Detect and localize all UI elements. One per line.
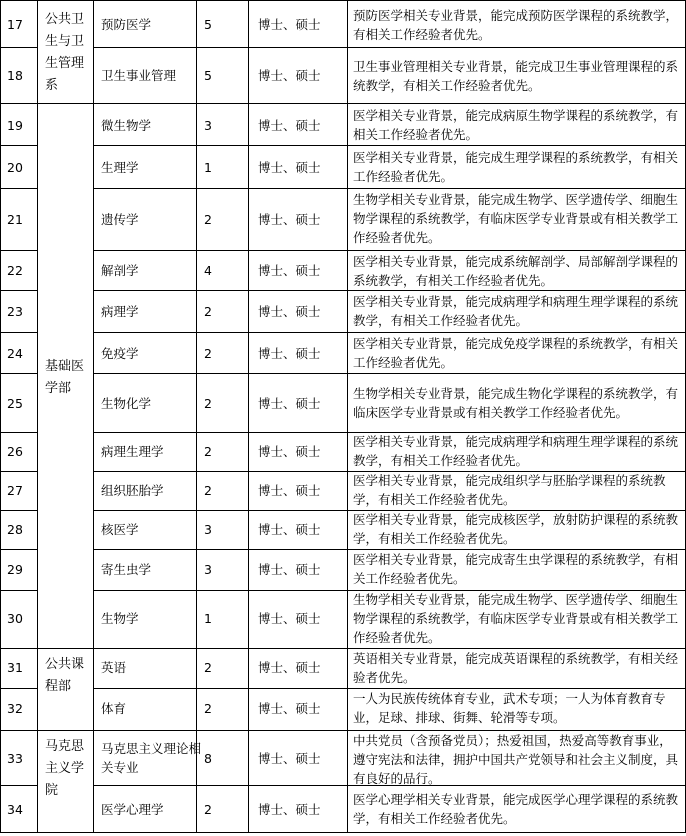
grid-line [0, 688, 37, 689]
course-name: 生物学 [101, 611, 139, 626]
position-count: 5 [204, 68, 212, 83]
position-count: 2 [204, 396, 212, 411]
course-name: 病理学 [101, 304, 139, 319]
position-requirement: 生物学相关专业背景，能完成生物学、医学遗传学、细胞生物学课程的系统教学，有临床医学专业背景或有相关教学工作经验者优先。 [353, 192, 679, 245]
grid-line [248, 0, 249, 832]
position-count: 1 [204, 611, 212, 626]
grid-line [0, 0, 1, 832]
position-count: 2 [204, 444, 212, 459]
grid-line [0, 471, 37, 472]
position-count: 2 [204, 802, 212, 817]
position-count: 2 [204, 212, 212, 227]
grid-line [93, 332, 686, 333]
course-name: 免疫学 [101, 346, 139, 361]
position-requirement: 医学相关专业背景，能完成核医学，放射防护课程的系统教学，有相关工作经验者优先。 [353, 512, 679, 546]
degree-requirement: 博士、硕士 [258, 68, 321, 83]
grid-line [0, 0, 686, 1]
grid-line [93, 47, 686, 48]
grid-line [0, 549, 37, 550]
department-cell: 马克思主义学院 [45, 739, 85, 798]
position-count: 1 [204, 160, 212, 175]
grid-line [0, 590, 37, 591]
row-number: 17 [7, 17, 23, 32]
course-name: 生理学 [101, 160, 139, 175]
grid-line [0, 47, 37, 48]
position-requirement: 医学相关专业背景，能完成病原生物学课程的系统教学，有相关工作经验者优先。 [353, 108, 679, 142]
row-number: 25 [7, 396, 23, 411]
row-number: 32 [7, 701, 23, 716]
course-name: 微生物学 [101, 118, 152, 133]
degree-requirement: 博士、硕士 [258, 444, 321, 459]
position-requirement: 一人为民族传统体育专业，武术专项；一人为体育教育专业，足球、排球、街舞、轮滑等专项。 [353, 691, 666, 725]
degree-requirement: 博士、硕士 [258, 263, 321, 278]
row-number: 24 [7, 346, 23, 361]
position-requirement: 医学相关专业背景，能完成病理学和病理生理学课程的系统教学，有相关工作经验者优先。 [353, 294, 679, 328]
grid-line [0, 250, 37, 251]
course-name: 卫生事业管理 [101, 68, 177, 83]
position-count: 3 [204, 522, 212, 537]
grid-line [93, 0, 94, 832]
row-number: 27 [7, 483, 23, 498]
department-cell: 公共课程部 [45, 657, 85, 694]
course-name: 生物化学 [101, 396, 152, 411]
position-requirement: 医学相关专业背景，能完成系统解剖学、局部解剖学课程的系统教学，有相关工作经验者优先。 [353, 254, 679, 288]
degree-requirement: 博士、硕士 [258, 118, 321, 133]
grid-line [93, 373, 686, 374]
position-count: 4 [204, 263, 212, 278]
position-count: 5 [204, 17, 212, 32]
position-requirement: 医学相关专业背景，能完成病理学和病理生理学课程的系统教学，有相关工作经验者优先。 [353, 434, 679, 468]
degree-requirement: 博士、硕士 [258, 212, 321, 227]
grid-line [0, 432, 37, 433]
row-number: 22 [7, 263, 23, 278]
course-name: 遗传学 [101, 212, 139, 227]
grid-line [0, 290, 37, 291]
row-number: 31 [7, 660, 23, 675]
grid-line [0, 510, 37, 511]
position-requirement: 英语相关专业背景，能完成英语课程的系统教学，有相关经验者优先。 [353, 651, 679, 685]
row-number: 33 [7, 751, 23, 766]
position-count: 2 [204, 346, 212, 361]
position-requirement: 医学相关专业背景，能完成组织学与胚胎学课程的系统教学，有相关工作经验者优先。 [353, 473, 666, 507]
position-requirement: 生物学相关专业背景，能完成生物学、医学遗传学、细胞生物学课程的系统教学，有临床医学专业背景或有相关教学工作经验者优先。 [353, 592, 679, 645]
degree-requirement: 博士、硕士 [258, 611, 321, 626]
grid-line [0, 373, 37, 374]
course-name: 马克思主义理论相关专业 [101, 741, 202, 775]
row-number: 18 [7, 68, 23, 83]
position-count: 8 [204, 751, 212, 766]
row-number: 30 [7, 611, 23, 626]
degree-requirement: 博士、硕士 [258, 304, 321, 319]
position-requirement: 生物学相关专业背景，能完成生物化学课程的系统教学，有临床医学专业背景或有相关教学工作经验者优先。 [353, 386, 679, 420]
row-number: 26 [7, 444, 23, 459]
course-name: 组织胚胎学 [101, 483, 164, 498]
degree-requirement: 博士、硕士 [258, 346, 321, 361]
course-name: 病理生理学 [101, 444, 164, 459]
grid-line [93, 250, 686, 251]
department-cell: 基础医学部 [45, 359, 85, 396]
grid-line [0, 145, 37, 146]
grid-line [0, 103, 686, 104]
grid-line [93, 145, 686, 146]
grid-line [347, 0, 348, 832]
position-count: 2 [204, 701, 212, 716]
course-name: 英语 [101, 660, 127, 675]
position-requirement: 医学相关专业背景，能完成免疫学课程的系统教学，有相关工作经验者优先。 [353, 336, 679, 370]
row-number: 29 [7, 562, 23, 577]
position-count: 2 [204, 660, 212, 675]
course-name: 医学心理学 [101, 802, 164, 817]
degree-requirement: 博士、硕士 [258, 802, 321, 817]
position-count: 2 [204, 304, 212, 319]
position-count: 2 [204, 483, 212, 498]
grid-line [93, 290, 686, 291]
position-count: 3 [204, 562, 212, 577]
department-cell: 公共卫生与卫生管理系 [45, 12, 85, 93]
position-requirement: 卫生事业管理相关专业背景，能完成卫生事业管理课程的系统教学，有相关工作经验者优先。 [353, 59, 679, 93]
row-number: 19 [7, 118, 23, 133]
grid-line [0, 188, 37, 189]
grid-line [0, 332, 37, 333]
grid-line [93, 188, 686, 189]
position-requirement: 医学相关专业背景，能完成生理学课程的系统教学，有相关工作经验者优先。 [353, 150, 679, 184]
course-name: 核医学 [101, 522, 139, 537]
position-count: 3 [204, 118, 212, 133]
degree-requirement: 博士、硕士 [258, 483, 321, 498]
row-number: 28 [7, 522, 23, 537]
course-name: 寄生虫学 [101, 562, 152, 577]
position-requirement: 预防医学相关专业背景，能完成预防医学课程的系统教学，有相关工作经验者优先。 [353, 8, 679, 42]
position-requirement: 中共党员（含预备党员）；热爱祖国，热爱高等教育事业，遵守宪法和法律，拥护中国共产党领导和社会主义制度，具有良好的品行。 [353, 733, 679, 786]
row-number: 34 [7, 802, 23, 817]
row-number: 23 [7, 304, 23, 319]
degree-requirement: 博士、硕士 [258, 522, 321, 537]
course-name: 预防医学 [101, 17, 152, 32]
degree-requirement: 博士、硕士 [258, 701, 321, 716]
degree-requirement: 博士、硕士 [258, 160, 321, 175]
course-name: 解剖学 [101, 263, 139, 278]
position-requirement: 医学相关专业背景，能完成寄生虫学课程的系统教学，有相关工作经验者优先。 [353, 552, 679, 586]
grid-line [0, 785, 37, 786]
degree-requirement: 博士、硕士 [258, 562, 321, 577]
course-name: 体育 [101, 701, 127, 716]
grid-line [37, 0, 38, 832]
position-requirement: 医学心理学相关专业背景，能完成医学心理学课程的系统教学，有相关工作经验者优先。 [353, 792, 679, 826]
grid-line [0, 832, 686, 833]
row-number: 20 [7, 160, 23, 175]
degree-requirement: 博士、硕士 [258, 17, 321, 32]
degree-requirement: 博士、硕士 [258, 396, 321, 411]
degree-requirement: 博士、硕士 [258, 751, 321, 766]
degree-requirement: 博士、硕士 [258, 660, 321, 675]
row-number: 21 [7, 212, 23, 227]
